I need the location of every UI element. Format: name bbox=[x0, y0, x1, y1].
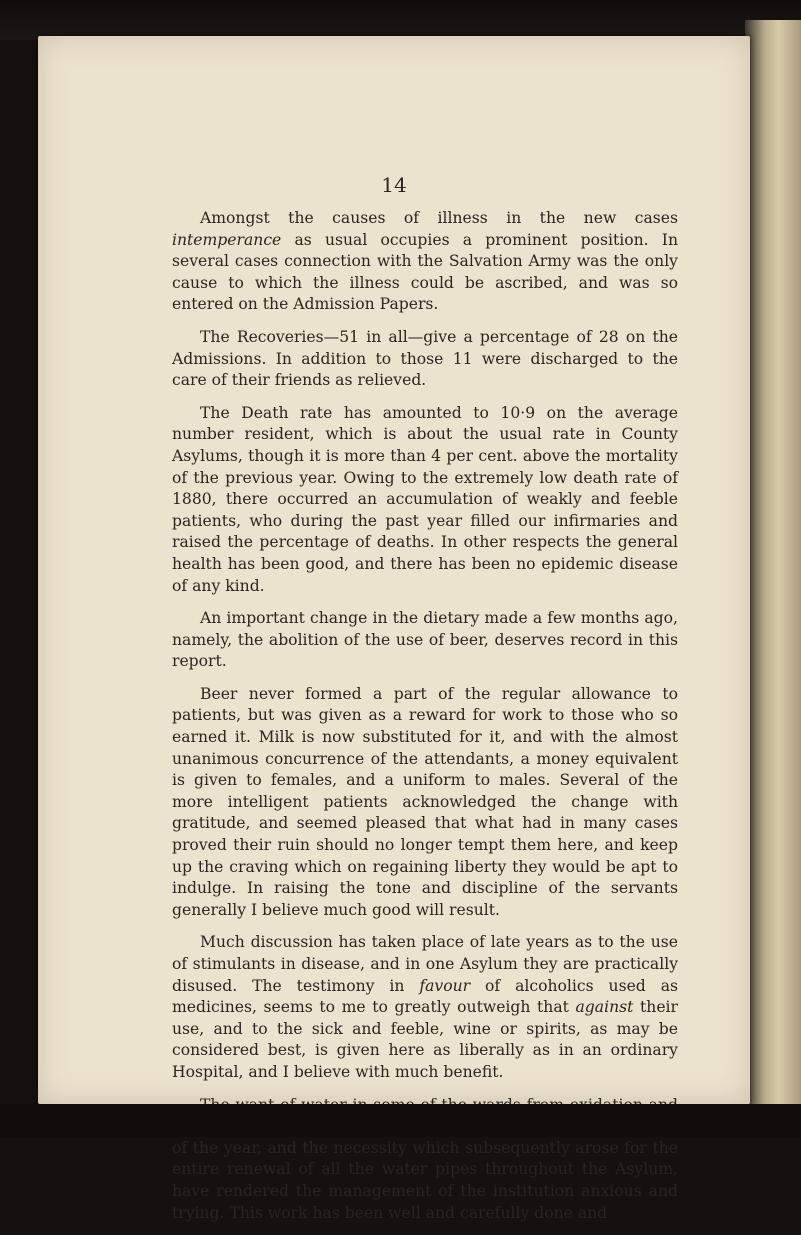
italic-text-segment: against bbox=[575, 998, 634, 1017]
text-segment: Beer never formed a part of the regular allowance to patients, but was given as a reward for work to those who so earned it. Milk is now substituted for it, and with the almost unanimous concurrence of the attendants, a money equivalent is given to females, and a uniform to males. Several of the more intelligent patients acknowledged the change with gratitude, and seemed pleased that what had in many cases proved their ruin should no longer tempt them here, and keep up the craving which on regaining liberty they would be apt to indulge. In raising the tone and discipline of the servants generally I believe much good will result. bbox=[172, 684, 678, 919]
background-bottom bbox=[0, 1104, 801, 1137]
paragraph bbox=[172, 608, 678, 673]
adjacent-page-edge bbox=[745, 20, 801, 1137]
text-segment: as usual occupies a prominent position. In several cases connection with the Salvation Army was the only cause to which the illness could be ascribed, and was so entered on the Admission Papers. bbox=[172, 230, 678, 314]
paragraph bbox=[172, 327, 678, 392]
paragraph bbox=[172, 403, 678, 597]
background-top bbox=[0, 0, 801, 40]
page-number: 14 bbox=[381, 173, 407, 197]
body-text bbox=[172, 208, 678, 1235]
text-segment: Much discussion has taken place of late years as to the use of stimulants in disease, and in one Asylum they are practically disused. The testimony in bbox=[172, 933, 678, 995]
text-segment: of alcoholics used as medicines, seems to me to greatly outweigh that bbox=[172, 976, 679, 1017]
text-segment: their use, and to the sick and feeble, wine or spirits, as may be considered best, is given here as liberally as in an ordinary Hospital, and I believe with much benefit. bbox=[172, 998, 678, 1081]
italic-text-segment: favour bbox=[419, 976, 471, 995]
italic-text-segment: intemperance bbox=[172, 230, 282, 249]
text-segment: The Death rate has amounted to 10·9 on the average number resident, which is about the usual rate in County Asylums, though it is more than 4 per cent. above the mortality of the previous year. Owing to the extremely low death rate of 1880, there occurred an accumulation of weakly and feeble patients, who during the past year filled our infirmaries and raised the percentage of deaths. In other respects the general health has been good, and there has been no epidemic disease of any kind. bbox=[172, 403, 678, 595]
text-segment: of the year, and the necessity which subsequently arose for the entire renewal of all the water pipes throughout the Asylum, have rendered the management of the institution anxious and trying. This work has been well and carefully done and bbox=[172, 1138, 678, 1222]
paragraph bbox=[172, 684, 678, 922]
text-segment: An important change in the dietary made a few months ago, namely, the abolition of the use of beer, deserves record in this report. bbox=[172, 609, 678, 671]
paragraph bbox=[172, 932, 678, 1083]
book-page bbox=[38, 36, 750, 1222]
text-segment: Amongst the causes of illness in the new cases bbox=[200, 209, 678, 227]
text-segment: The Recoveries—51 in all—give a percentage of 28 on the Admissions. In addition to those 11 were discharged to the care of their friends as relieved. bbox=[172, 327, 678, 390]
paragraph bbox=[172, 208, 678, 316]
